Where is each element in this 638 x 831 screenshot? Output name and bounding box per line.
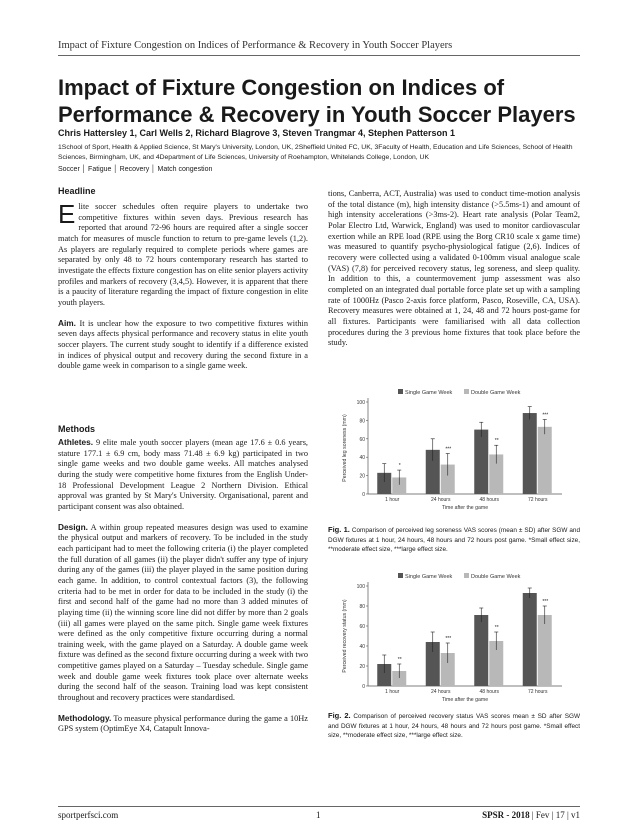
methods-continued: tions, Canberra, ACT, Australia) was used to conduct time-motion analysis of the total distance (m), high intensity distance (>5.5ms-1) and amount of high intensity accelerations (>3ms-2). Heart rate analysis (Polar Team2, Polar Electro Ltd, Warwick, England) was used to monitor cardiovascular exertion while an RPE load (RPE using the Borg CR10 scale x game time) was measured to quantify psycho-physiological fatigue (2,6). Indices of recovery were collected using a validated 0-100mm visual analogue scale (VAS) (7,8) for perceived recovery status, leg soreness, and sleep quality. In addition to this, a countermovement jump assessment was also completed on an integrated dual portable force plate set up with a sampling rate of 1000Hz (Pasco 2-axis force platform, Pasco, Roseville, CA, USA). Recovery measures were obtained at 1, 24, 48 and 72 hours post-game for all fixtures. Participants were familiarised with all data collection procedures during the 3 previous home fixtures that took place before the study. xyxy=(328,189,580,348)
y-tick-label: 80 xyxy=(359,604,365,610)
running-head: Impact of Fixture Congestion on Indices of Performance & Recovery in Youth Soccer Players xyxy=(58,40,453,51)
design-label: Design. xyxy=(58,521,88,532)
figure-2-chart xyxy=(336,568,574,706)
x-tick-label: 48 hours xyxy=(479,689,499,695)
footer-url: sportperfsci.com xyxy=(58,810,119,820)
x-tick-label: 1 hour xyxy=(385,689,400,695)
bar-single-game-week xyxy=(523,593,537,686)
journal-issue xyxy=(482,810,580,820)
journal-name: SPSR - 2018 xyxy=(482,810,530,820)
significance-marker: *** xyxy=(542,412,549,419)
figure-1-label: Fig. 1. xyxy=(328,525,350,534)
legend-label: Single Game Week xyxy=(405,390,453,396)
issue-info: | Fev | 17 | v1 xyxy=(531,810,580,820)
headline-heading: Headline xyxy=(58,186,96,196)
significance-marker: *** xyxy=(445,636,452,642)
page-number: 1 xyxy=(316,810,321,820)
x-tick-label: 72 hours xyxy=(528,689,548,695)
legend-label: Double Game Week xyxy=(471,574,521,580)
athletes-text: 9 elite male youth soccer players (mean age 17.6 ± 0.6 years, stature 177.1 ± 6.9 cm, body mass 71.48 ± 6.9 kg) participated in two single game weeks and two double game weeks. All matches analysed during the study were competitive home fixtures from the English Under-18 Professional Development League 2 Northern Division. Ethical approval was granted by St Mary's University. Organisational, parent and participant consent was also obtained. xyxy=(58,438,308,511)
aim-text: It is unclear how the exposure to two competitive fixtures within seven days affects physical performance and recovery status in elite youth soccer players. The current study sought to identify if a difference existed in indices of physical output and recovery during the second fixture in a double game week in comparison to a single game week. xyxy=(58,318,308,371)
figure-1-chart xyxy=(336,384,574,514)
bar-single-game-week xyxy=(474,430,488,494)
y-axis-label: Perceived recovery status (mm) xyxy=(342,599,348,673)
y-tick-label: 0 xyxy=(362,492,365,498)
headline-paragraph xyxy=(58,199,308,309)
legend-swatch xyxy=(464,389,469,394)
significance-marker: *** xyxy=(542,599,549,605)
headline-text: lite soccer schedules often require players to undertake two competitive fixtures within seven days. Previous research has reported that around 72-96 hours are required after a single soccer match for measures of muscle function to return to pre-game levels (1,2). As players are regularly required to complete periods where games are separated by only 48 to 72 hours contemporary research has started to investigate the effects fixture congestion has on elite senior players activity profiles and markers of recovery (3,4,5). However, it is apparent that there is a paucity of literature regarding the impact of fixture congestion in elite youth players. xyxy=(58,202,308,307)
bar-single-game-week xyxy=(523,413,537,494)
significance-marker: * xyxy=(398,463,401,470)
legend-swatch xyxy=(464,573,469,578)
y-tick-label: 100 xyxy=(356,400,365,406)
significance-marker: ** xyxy=(494,438,499,445)
bar-double-game-week xyxy=(538,615,552,686)
bar-single-game-week xyxy=(474,615,488,686)
significance-marker: ** xyxy=(397,657,402,663)
y-tick-label: 100 xyxy=(356,584,365,590)
keywords: Soccer │ Fatigue │ Recovery │ Match congestion xyxy=(58,166,213,173)
y-tick-label: 20 xyxy=(359,473,365,480)
leg-soreness-bar-chart xyxy=(336,384,574,514)
header-rule xyxy=(58,55,580,56)
x-tick-label: 48 hours xyxy=(479,497,499,503)
methodology-paragraph xyxy=(58,713,308,735)
bar-double-game-week xyxy=(538,427,552,494)
aim-paragraph xyxy=(58,318,308,372)
methodology-label: Methodology. xyxy=(58,712,112,723)
legend-label: Double Game Week xyxy=(471,390,521,396)
legend-swatch xyxy=(398,389,403,394)
aim-label: Aim. xyxy=(58,317,76,328)
y-tick-label: 60 xyxy=(359,624,365,630)
x-axis-label: Time after the game xyxy=(441,505,489,511)
y-tick-label: 20 xyxy=(359,664,365,670)
figure-2-label: Fig. 2. xyxy=(328,711,351,720)
headline-section xyxy=(58,199,308,372)
y-tick-label: 80 xyxy=(359,418,365,425)
affiliations: 1School of Sport, Health & Applied Science, St Mary's University, London, UK, 2Sheffield United FC, UK, 3Faculty of Health, Education and Life Sciences, School of Health Sciences, Birmingham, UK, and 4Department of Life Sciences, University of Roehampton, Whitelands College, London, UK xyxy=(58,144,573,161)
legend-swatch xyxy=(398,573,403,578)
significance-marker: *** xyxy=(445,446,452,453)
paper-title: Impact of Fixture Congestion on Indices of Performance & Recovery in Youth Soccer Players xyxy=(58,75,576,127)
figure-1-caption xyxy=(328,525,580,555)
methods-heading: Methods xyxy=(58,424,95,434)
x-tick-label: 24 hours xyxy=(431,497,451,503)
figure-2-caption-text: Comparison of perceived recovery status VAS scores mean ± SD after SGW and DGW fixtures at 1 hour, 24 hours, 48 hours and 72 hours post game. *Small effect size, **moderate effect size, ***large effect size. xyxy=(328,713,580,739)
x-tick-label: 24 hours xyxy=(431,689,451,695)
design-paragraph xyxy=(58,522,308,704)
methods-section xyxy=(58,437,308,735)
author-list: Chris Hattersley 1, Carl Wells 2, Richard Blagrove 3, Steven Trangmar 4, Stephen Patterson 1 xyxy=(58,128,455,138)
drop-cap: E xyxy=(58,199,76,229)
y-tick-label: 40 xyxy=(359,455,365,462)
athletes-paragraph xyxy=(58,437,308,513)
footer-rule xyxy=(58,806,580,807)
figure-2-caption xyxy=(328,711,580,741)
y-tick-label: 40 xyxy=(359,644,365,650)
significance-marker: ** xyxy=(494,625,499,631)
figure-1-caption-text: Comparison of perceived leg soreness VAS scores (mean ± SD) after SGW and DGW fixtures at 1 hour, 24 hours, 48 hours and 72 hours post game. *Small effect size, **moderate effect size, ***large effect size. xyxy=(328,527,581,553)
design-text: A within group repeated measures design was used to examine the physical output and markers of recovery. To be included in the study each participant had to meet the following criteria (i) the player completed the full duration of all games (ii) the player didn't suffer any type of injury during any of the games (iii) the player played in the same position during each game. In addition, to control contextual factors (3), the following criteria had to be met in order for data to be included in the study (i) the first and second half of the game had no more than 3 added minutes of playing time (ii) the winning score line did not differ by more than 2 goals (iii) all games were played on the same pitch. Single game week fixtures were defined as the only competitive fixture occurring during a normal training week, with the game played on a Saturday. A double game week fixture was defined as the second fixture occurring during a week with two competitive games played on a Saturday – Tuesday schedule. Single game week and double game week fixtures took place over alternate weeks during the second half of the season. Training load was kept consistent throughout and recovery practices were standardised. xyxy=(58,522,308,703)
methodology-text: To measure physical performance during the game a 10Hz GPS system (OptimEye X4, Catapult Innova- xyxy=(58,713,308,734)
x-tick-label: 1 hour xyxy=(385,497,400,503)
right-column-text xyxy=(328,189,580,349)
athletes-label: Athletes. xyxy=(58,437,94,447)
y-tick-label: 60 xyxy=(359,436,365,443)
y-axis-label: Perceived leg soreness (mm) xyxy=(342,414,348,482)
recovery-status-bar-chart xyxy=(336,568,574,706)
x-tick-label: 72 hours xyxy=(528,497,548,503)
y-tick-label: 0 xyxy=(362,684,365,690)
legend-label: Single Game Week xyxy=(405,574,453,580)
x-axis-label: Time after the game xyxy=(441,697,489,703)
